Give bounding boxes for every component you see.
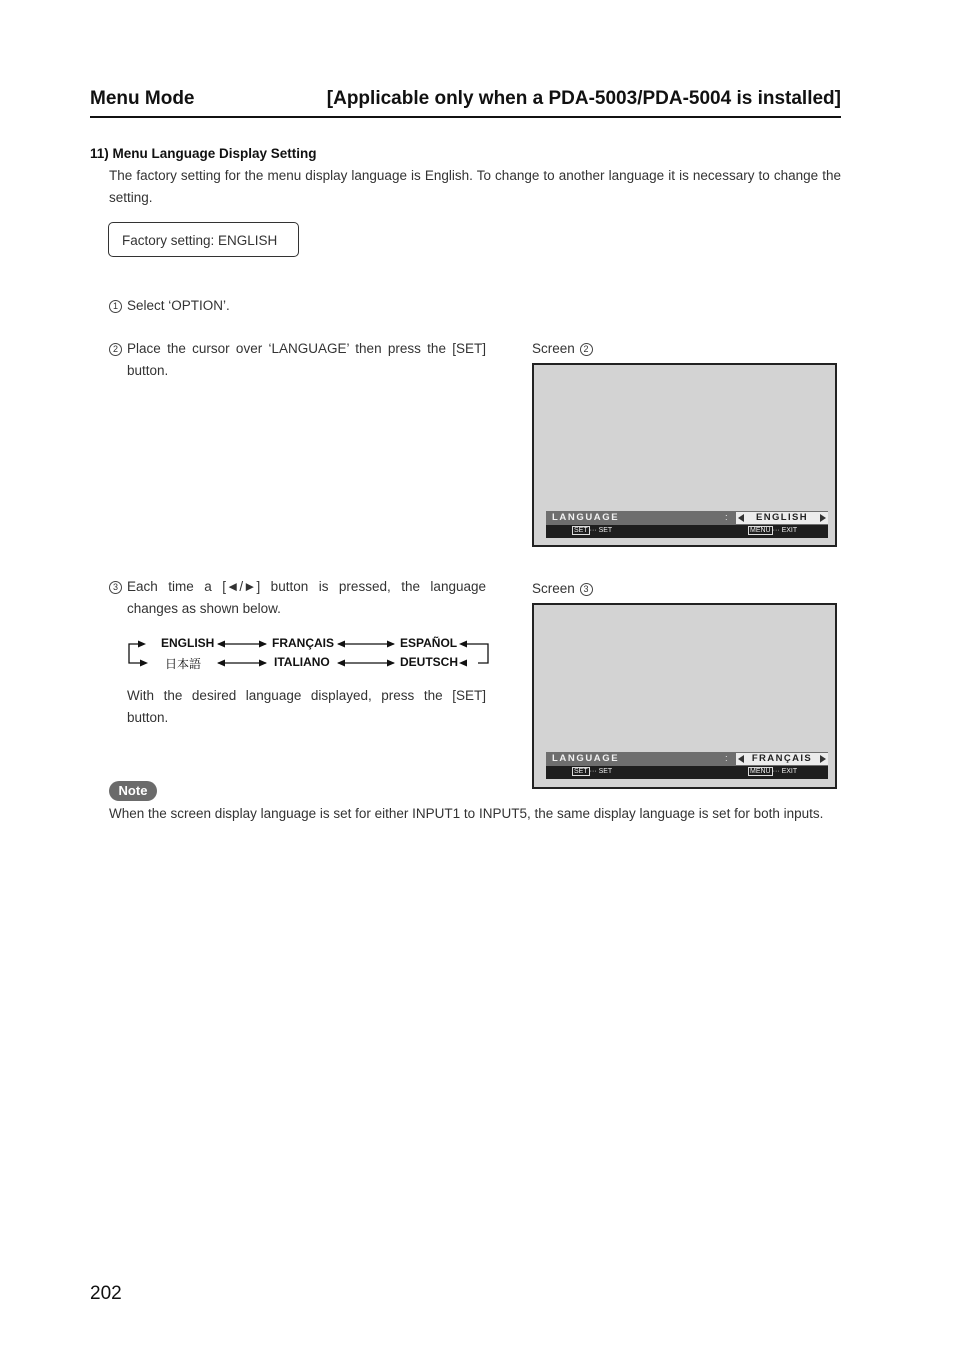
step-3-number-wrap bbox=[109, 576, 127, 598]
header-right-title: [Applicable only when a PDA-5003/PDA-5004 is installed] bbox=[326, 88, 841, 109]
screen-caption-text: Screen bbox=[532, 341, 575, 356]
step-text: Select ‘OPTION’. bbox=[127, 298, 230, 313]
osd-language-label: LANGUAGE bbox=[552, 753, 620, 764]
section-title: 11) Menu Language Display Setting bbox=[90, 146, 317, 161]
osd-set-hint bbox=[572, 768, 612, 775]
step-1 bbox=[109, 295, 230, 317]
factory-setting-box: Factory setting: ENGLISH bbox=[108, 222, 299, 257]
set-key-text: ··· SET bbox=[589, 527, 613, 534]
screen-2-caption bbox=[532, 338, 598, 360]
osd-language-value bbox=[736, 512, 828, 524]
page-number: 202 bbox=[90, 1283, 122, 1304]
step-number: 2 bbox=[109, 343, 122, 356]
step-2-number-wrap bbox=[109, 338, 127, 360]
arrow-right-icon bbox=[820, 514, 826, 522]
lang-deutsch: DEUTSCH bbox=[400, 655, 459, 669]
lang-espanol: ESPAÑOL bbox=[400, 636, 458, 650]
header-left-title: Menu Mode bbox=[90, 88, 195, 109]
screen-3-display bbox=[532, 603, 837, 789]
lang-japanese: 日本語 bbox=[165, 657, 202, 671]
screen-caption-number: 3 bbox=[580, 583, 593, 596]
set-key-text: ··· SET bbox=[589, 768, 613, 775]
osd-colon: : bbox=[725, 753, 728, 764]
step-number: 1 bbox=[109, 300, 122, 313]
osd-language-value bbox=[736, 753, 828, 765]
menu-key-text: ··· EXIT bbox=[772, 527, 798, 534]
menu-key: MENU bbox=[750, 527, 771, 534]
step-number: 3 bbox=[109, 581, 122, 594]
header-rule bbox=[90, 116, 841, 118]
osd-value-text: FRANÇAIS bbox=[751, 753, 813, 764]
osd-menu-hint bbox=[748, 527, 797, 534]
lang-english: ENGLISH bbox=[161, 636, 215, 650]
menu-key: MENU bbox=[750, 768, 771, 775]
screen-caption-number: 2 bbox=[580, 343, 593, 356]
osd-value-text: ENGLISH bbox=[755, 512, 809, 523]
osd-menu-hint bbox=[748, 768, 797, 775]
step-3-followup: With the desired language displayed, press the [SET] button. bbox=[127, 688, 486, 725]
lang-francais: FRANÇAIS bbox=[272, 636, 334, 650]
language-cycle-diagram bbox=[126, 633, 492, 673]
set-key: SET bbox=[574, 768, 588, 775]
osd-set-hint bbox=[572, 527, 612, 534]
set-key: SET bbox=[574, 527, 588, 534]
screen-2-display bbox=[532, 363, 837, 547]
screen-caption-text: Screen bbox=[532, 581, 575, 596]
arrow-right-icon bbox=[820, 755, 826, 763]
osd-help-bar bbox=[546, 766, 828, 779]
osd-language-bar bbox=[546, 752, 828, 766]
lang-italiano: ITALIANO bbox=[274, 655, 330, 669]
section-intro: The factory setting for the menu display language is English. To change to another language it is necessary to change the setting. bbox=[109, 168, 841, 205]
note-badge: Note bbox=[109, 781, 157, 801]
osd-colon: : bbox=[725, 512, 728, 523]
menu-key-text: ··· EXIT bbox=[772, 768, 798, 775]
osd-language-bar bbox=[546, 511, 828, 525]
osd-language-label: LANGUAGE bbox=[552, 512, 620, 523]
note-text: When the screen display language is set for either INPUT1 to INPUT5, the same display language is set for both inputs. bbox=[109, 806, 824, 821]
osd-help-bar bbox=[546, 525, 828, 538]
step-3-text: Each time a [◄/►] button is pressed, the language changes as shown below. bbox=[127, 579, 486, 616]
screen-3-caption bbox=[532, 578, 598, 600]
step-2-text: Place the cursor over ‘LANGUAGE’ then press the [SET] button. bbox=[127, 341, 486, 378]
